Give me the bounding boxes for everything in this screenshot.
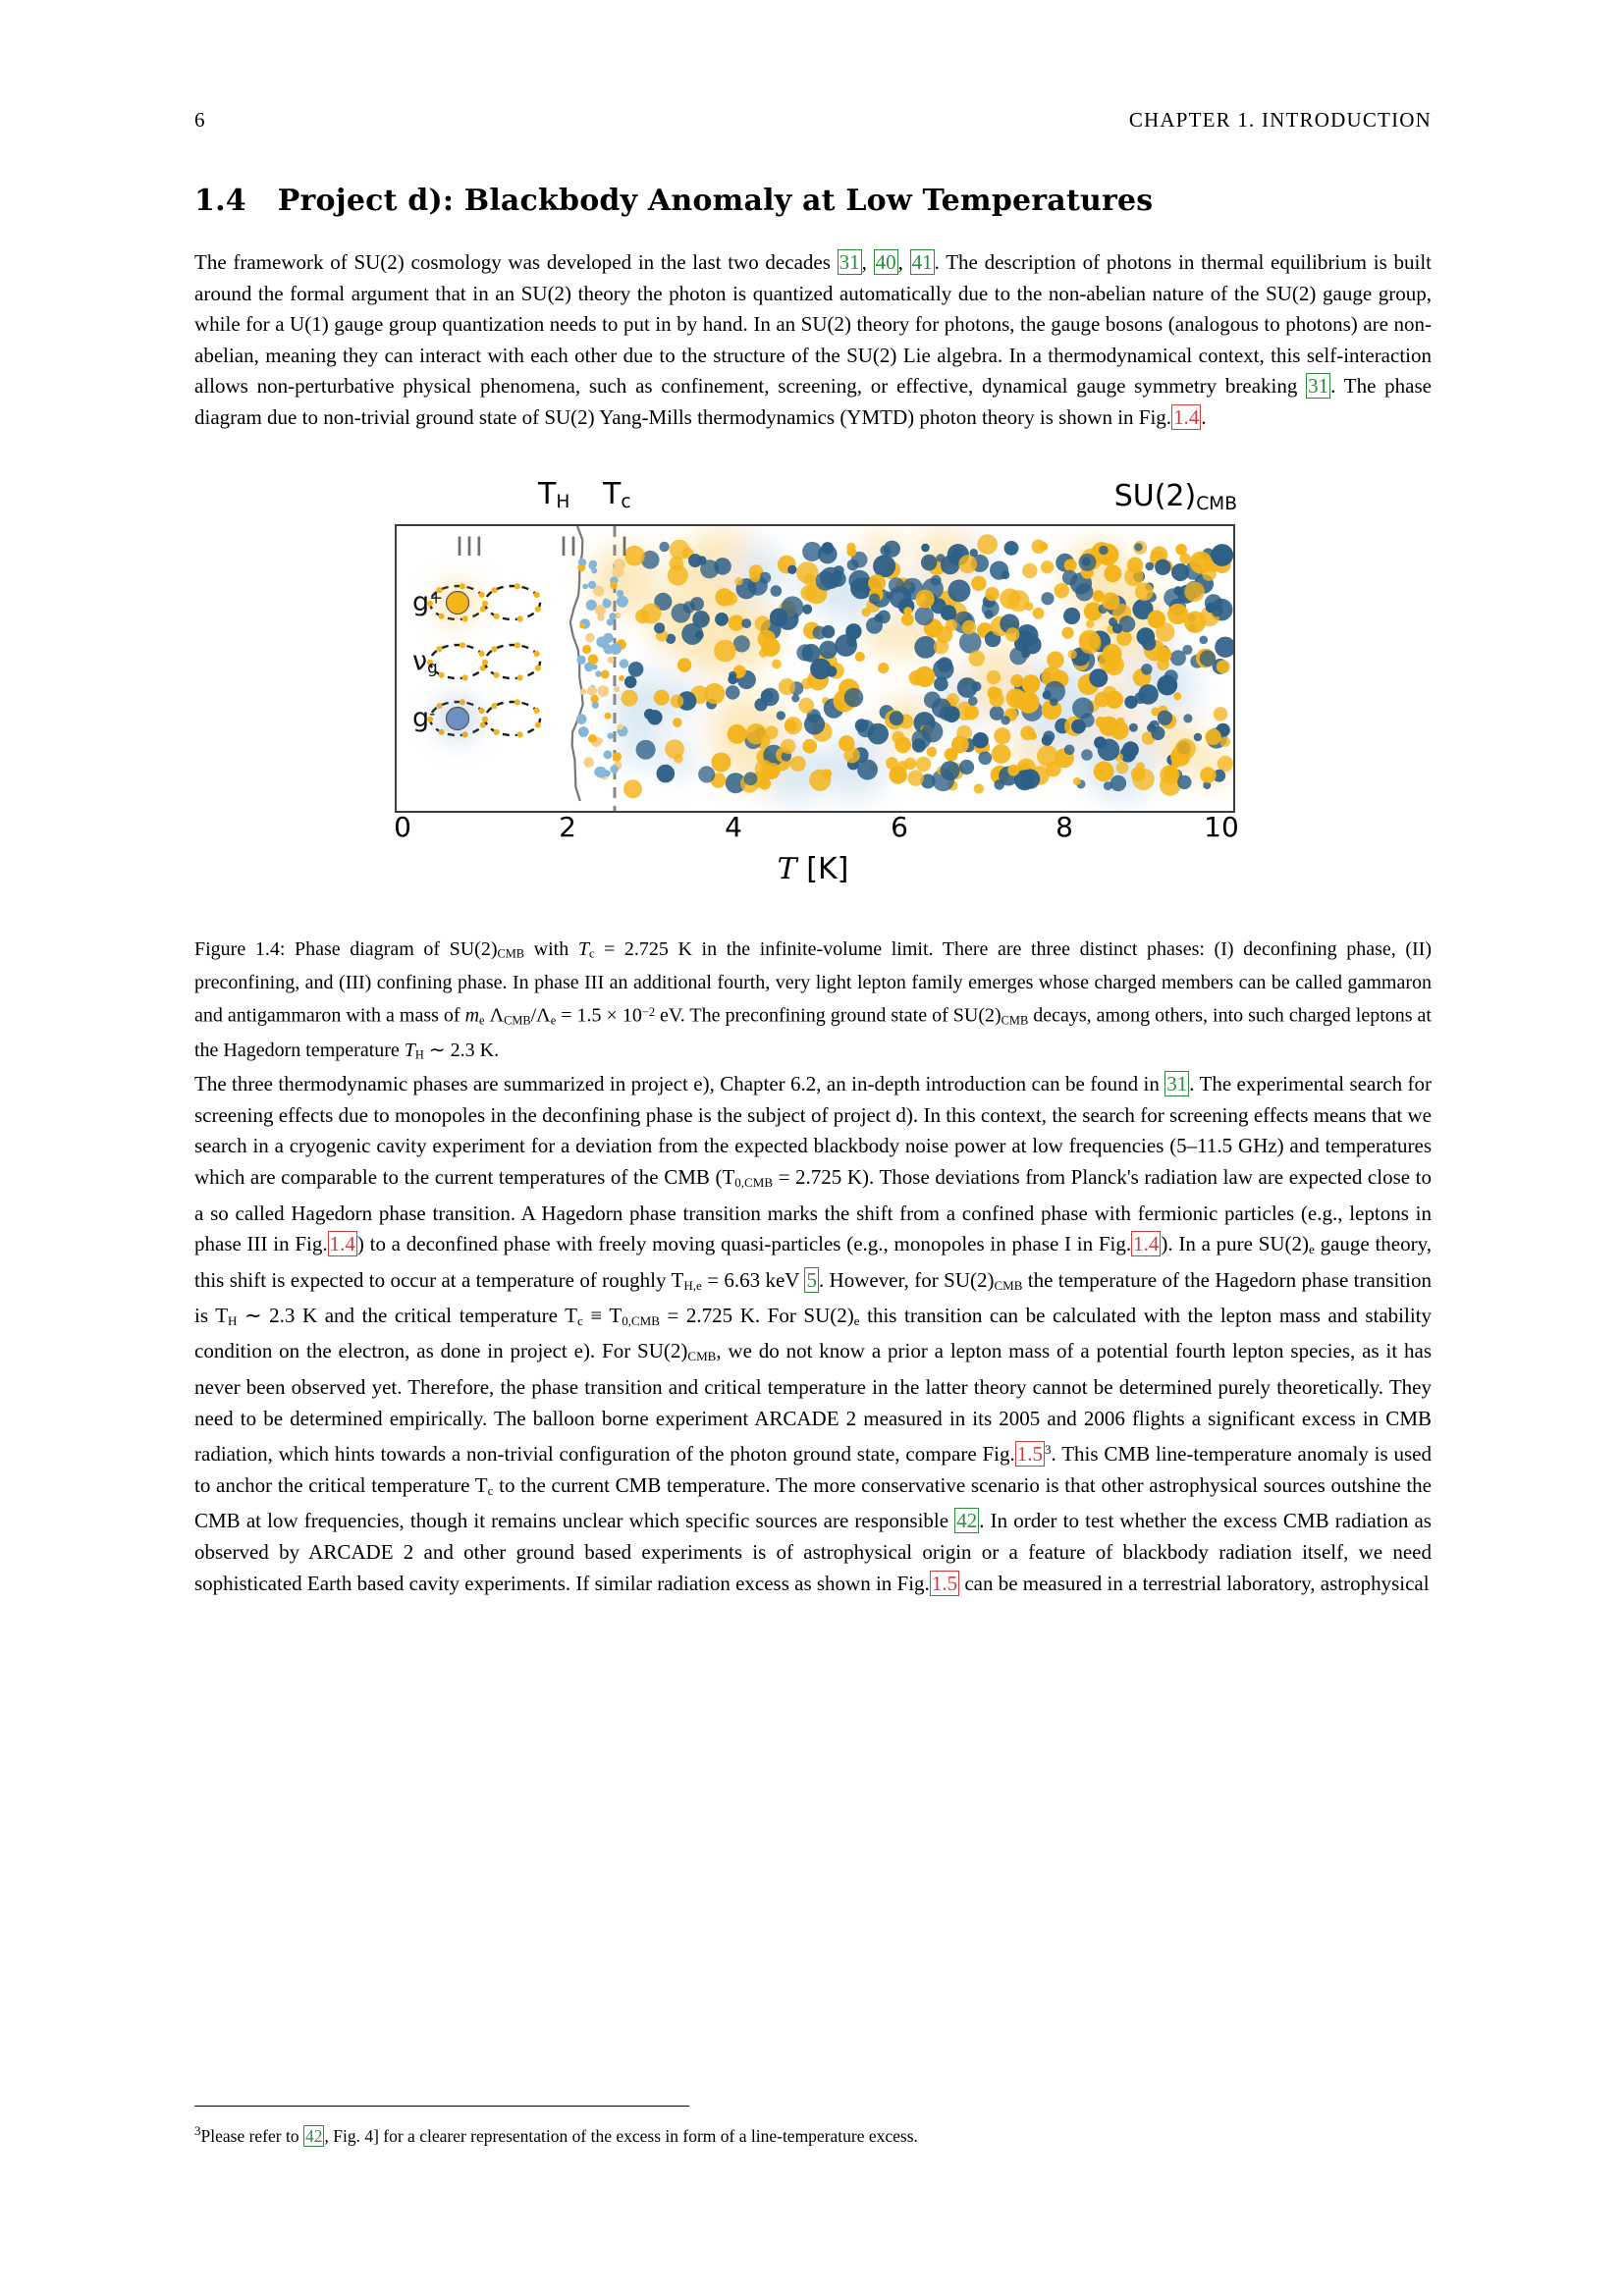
para1-part-d: . xyxy=(1201,404,1207,429)
para1-part-a: The framework of SU(2) cosmology was developed in the last two decades xyxy=(194,250,838,274)
tick-10: 10 xyxy=(1204,810,1239,843)
figure-canvas xyxy=(381,477,1245,889)
x-axis-ticks xyxy=(394,810,1239,844)
figure-ref-1-4-b[interactable]: 1.4 xyxy=(329,1232,355,1256)
section-title-text: Project d): Blackbody Anomaly at Low Temperatures xyxy=(277,184,1154,218)
figure-ref-1-5-b[interactable]: 1.5 xyxy=(931,1571,958,1595)
section-number: 1.4 xyxy=(194,184,246,218)
figure-ref-1-4[interactable]: 1.4 xyxy=(1173,404,1200,429)
caption-label: Figure 1.4: xyxy=(194,937,286,960)
citation-5[interactable]: 5 xyxy=(806,1267,817,1292)
row-label-g-plus: g+ xyxy=(412,586,444,617)
phase-label-II: II xyxy=(560,531,579,562)
tick-8: 8 xyxy=(1056,810,1073,843)
footnote-area xyxy=(194,2106,1432,2149)
tick-0: 0 xyxy=(394,810,411,843)
footnote-number: 3 xyxy=(194,2123,201,2138)
para1-part-b: . The description of photons in thermal equilibrium is built around the formal argument that in an SU(2) theory the photon is quantized automatically due to the non-abelian nature of the SU(2) gauge group, while for a U(1) gauge group quantization needs to put in by hand. In an SU(2) theory for photons, the gauge bosons (analogous to photons) are non-abelian, meaning they can interact with each other due to the structure of the SU(2) Lie algebra. In a thermodynamical context, this self-interaction allows non-perturbative physical phenomena, such as confinement, screening, or effective, dynamical gauge symmetry breaking xyxy=(194,250,1432,399)
tick-2: 2 xyxy=(559,810,576,843)
citation-42[interactable]: 42 xyxy=(956,1509,978,1533)
row-label-nu-g: $\nu_g$ xyxy=(412,645,438,677)
figure-1-4 xyxy=(194,477,1432,1070)
section-heading xyxy=(194,184,1432,218)
footnote-rule xyxy=(194,2106,689,2107)
paragraph-1: The framework of SU(2) cosmology was developed in the last two decades 31, 40, 41. The description of photons in thermal equilibrium is built around the formal argument that in an SU(2) theory the photon is quantized automatically due to the non-abelian nature of the SU(2) gauge group, while for a U(1) gauge group quantization needs to put in by hand. In an SU(2) theory for photons, the gauge bosons (analogous to photons) are non-abelian, meaning they can interact with each other due to the structure of the SU(2) Lie algebra. In a thermodynamical context, this self-interaction allows non-perturbative physical phenomena, such as confinement, screening, or effective, dynamical gauge symmetry breaking 31. The phase diagram due to non-trivial ground state of SU(2) Yang-Mills thermodynamics (YMTD) photon theory is shown in Fig.1.4. xyxy=(194,250,1432,429)
phase-label-I: I xyxy=(621,531,630,562)
citation-31-second[interactable]: 31 xyxy=(1308,374,1329,399)
footnote-marker-inline[interactable]: 3 xyxy=(1045,1442,1052,1458)
figure-ref-1-4-c[interactable]: 1.4 xyxy=(1133,1232,1160,1256)
citation-40[interactable]: 40 xyxy=(875,250,896,274)
tick-6: 6 xyxy=(891,810,908,843)
figure-caption: Figure 1.4: Phase diagram of $SU(2)_{CMB}$ with $T_c = 2.725$ K in the infinite-volume limit. There are three distinct phases: (I) deconfining phase, (II) preconfining, and (III) confining phase. In phase III an additional fourth, very light lepton family emerges whose charged members can be called gammaron and antigammaron with a mass of $m_e$ $\Lambda_{CMB}/\Lambda_e = 1.5 \times 10^{-2}$ eV. The preconfining ground state of $SU(2)_{CMB}$ decays, among others, into such charged leptons at the Hagedorn temperature $T_H$ ∼ 2.3 K. xyxy=(194,937,1433,1062)
particle-cloud xyxy=(397,526,1233,811)
citation-31-third[interactable]: 31 xyxy=(1166,1072,1188,1096)
page-content xyxy=(194,108,1432,1599)
phase-label-III: III xyxy=(456,531,485,562)
x-axis-title: T [K] xyxy=(777,851,849,886)
tick-4: 4 xyxy=(725,810,742,843)
label-T-c: $T_c$ xyxy=(603,476,631,512)
citation-42-footnote[interactable]: 42 xyxy=(304,2126,323,2147)
label-su2-cmb: $SU(2)_{CMB}$ xyxy=(1113,478,1237,514)
running-header xyxy=(194,108,1432,133)
paragraph-2: The three thermodynamic phases are summarized in project e), Chapter 6.2, an in-depth introduction can be found in 31. The experimental search for screening effects due to monopoles in the deconfining phase is the subject of project d). In this context, the search for screening effects means that we search in a cryogenic cavity experiment for a deviation from the expected blackbody noise power at low frequencies (5–11.5 GHz) and temperatures which are comparable to the current temperatures of the CMB ($T_{0,CMB} = 2.725$ K). Those deviations from Planck's radiation law are expected close to a so called Hagedorn phase transition. A Hagedorn phase transition marks the shift from a confined phase with fermionic particles (e.g., leptons in phase III in Fig.1.4) to a deconfined phase with freely moving quasi-particles (e.g., monopoles in phase I in Fig.1.4). In a pure $SU(2)_e$ gauge theory, this shift is expected to occur at a temperature of roughly $T_{H,e} = 6.63$ keV 5. However, for $SU(2)_{CMB}$ the temperature of the Hagedorn phase transition is $T_H$ ∼ 2.3 K and the critical temperature $T_c \equiv T_{0,CMB} = 2.725$ K. For $SU(2)_e$ this transition can be calculated with the lepton mass and stability condition on the electron, as done in project e). For $SU(2)_{CMB}$, we do not know a prior a lepton mass of a potential fourth lepton species, as it has never been observed yet. Therefore, the phase transition and critical temperature in the latter theory cannot be determined purely theoretically. They need to be determined empirically. The balloon borne experiment ARCADE 2 measured in its 2005 and 2006 flights a significant excess in CMB radiation, which hints towards a non-trivial configuration of the photon ground state, compare Fig.1.5 $^3$. This CMB line-temperature anomaly is used to anchor the critical temperature $T_c$ to the current CMB temperature. The more conservative scenario is that other astrophysical sources outshine the CMB at low frequencies, though it remains unclear which specific sources are responsible 42. In order to test whether the excess CMB radiation as observed by ARCADE 2 and other ground based experiments is of astrophysical origin or a feature of blackbody radiation itself, we need sophisticated Earth based cavity experiments. If similar radiation excess as shown in Fig.1.5 can be measured in a terrestrial laboratory, astrophysical xyxy=(194,1072,1433,1595)
citation-41[interactable]: 41 xyxy=(911,250,933,274)
row-label-g-minus: g- xyxy=(412,702,436,733)
footnote-3: $^3$Please refer to 42 , Fig. 4] for a clearer representation of the excess in form of a line-temperature excess. xyxy=(194,2123,918,2147)
phase-diagram-plot xyxy=(395,524,1235,813)
figure-ref-1-5-a[interactable]: 1.5 xyxy=(1016,1442,1044,1467)
label-T-H: $T_H$ xyxy=(538,476,570,512)
citation-31[interactable]: 31 xyxy=(839,250,860,274)
page-number: 6 xyxy=(194,108,205,132)
para1-part-c: . The phase diagram due to non-trivial ground state of SU(2) Yang-Mills thermodynamics (YMTD) photon theory is shown in Fig. xyxy=(194,374,1432,429)
chapter-running-head: CHAPTER 1. INTRODUCTION xyxy=(1128,108,1432,132)
